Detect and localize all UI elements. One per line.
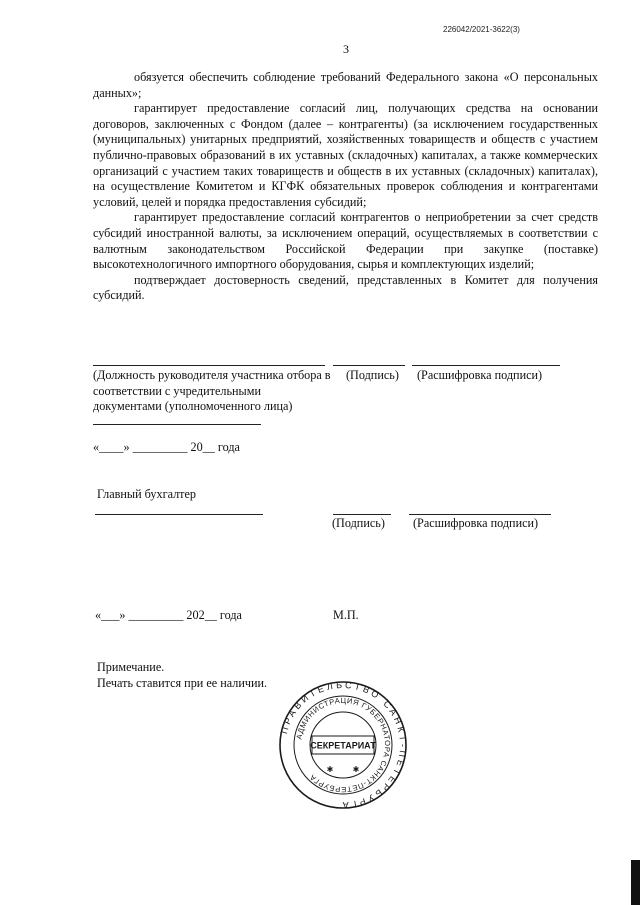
paragraph: гарантирует предоставление согласий лиц, получающих средства на основании договоров, заключенных с Фондом (далее – контрагенты) (за исключением государственных (муниципальных) унитарных предприятий, хозяйственных товариществ и обществ с участием публично-правовых образований в их уставных (складочных) капиталах, а также коммерческих организаций с участием таких товариществ и обществ в их уставных (складочных) капиталах), на осуществление Комитетом и КГФК обязательных проверок соблюдения и контрагентами условий, целей и порядка предоставления субсидий; [93, 101, 598, 209]
stamp-outer-text: ПРАВИТЕЛЬСТВО САНКТ-ПЕТЕРБУРГА [279, 680, 408, 810]
position-line [93, 365, 325, 366]
paragraph: обязуется обеспечить соблюдение требований Федерального закона «О персональных данных»; [93, 70, 598, 100]
date-line: «____» _________ 20__ года [93, 440, 240, 454]
paragraph: подтверждает достоверность сведений, представленных в Комитет для получения субсидий. [93, 272, 598, 303]
chief-accountant-title: Главный бухгалтер [97, 487, 197, 501]
note-text: Печать ставится при ее наличии. [97, 676, 268, 690]
decode-line [409, 514, 551, 515]
scan-edge-mark [631, 860, 640, 905]
extra-line [93, 424, 261, 425]
date-line: «___» _________ 202__ года [95, 608, 242, 622]
decode-label: (Расшифровка подписи) [413, 516, 539, 530]
signature-line [333, 514, 391, 515]
paragraph: гарантирует предоставление согласий контрагентов о неприобретении за счет средств субсидий иностранной валюты, за исключением операций, осуществляемых в соответствии с валютным законодательством Российской Федерации при закупке (поставке) высокотехнологичного импортного оборудования, сырья и комплектующих изделий; [93, 210, 598, 272]
decode-line [412, 365, 560, 366]
page-number: 3 [343, 42, 349, 56]
note-title: Примечание. [97, 660, 165, 674]
star-icon: ✱ [352, 765, 360, 774]
stamp-center-text: СЕКРЕТАРИАТ [310, 740, 376, 751]
signature-label: (Подпись) [332, 516, 385, 530]
signature-line [333, 365, 405, 366]
official-stamp [278, 680, 408, 810]
star-icon: ✱ [326, 765, 334, 774]
seal-place-label: М.П. [333, 608, 359, 622]
stamp-inner-text: АДМИНИСТРАЦИЯ ГУБЕРНАТОРА САНКТ-ПЕТЕРБУРГА [294, 695, 393, 795]
document-body [93, 70, 598, 304]
accountant-line [95, 514, 263, 515]
document-number: 226042/2021-3622(3) [443, 25, 520, 34]
decode-label: (Расшифровка подписи) [417, 368, 543, 382]
position-label: (Должность руководителя участника отбора в соответствии с учредительными документами (уполномоченного лица) [93, 368, 331, 414]
signature-label: (Подпись) [346, 368, 399, 382]
